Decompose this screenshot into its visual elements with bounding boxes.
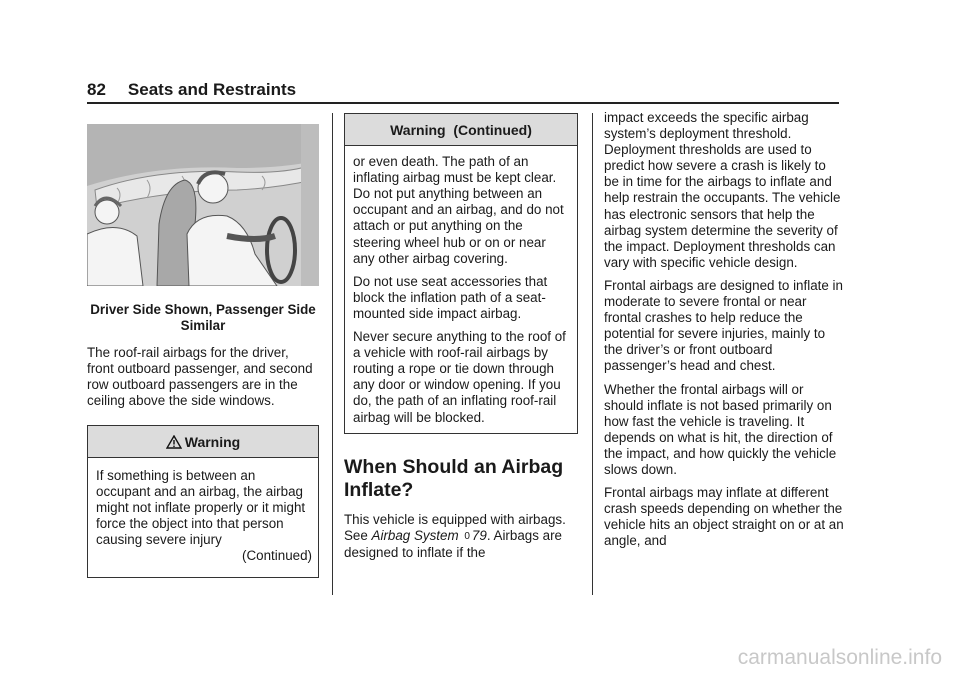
warning-box [87, 425, 319, 579]
body-paragraph [344, 512, 578, 561]
warning-continued-body [345, 146, 577, 433]
page-number: 82 [87, 80, 106, 99]
warning-text: If something is between an occupant and an airbag, the airbag might not inflate properly or it might force the object into that person causing severe injury [96, 467, 306, 548]
body-paragraph: The roof-rail airbags for the driver, front outboard passenger, and second row outboard passengers are in the ceiling above the side windows. [87, 345, 313, 409]
section-heading: When Should an Airbag Inflate? [344, 455, 564, 501]
body-paragraph: Frontal airbags are designed to inflate in moderate to severe frontal or near frontal crashes to help reduce the potential for severe injuries, mainly to the driver’s or front outboard passenger’s head and chest. [604, 277, 843, 374]
paragraph-text: This vehicle is equipped with airbags. See [344, 511, 566, 543]
warning-paragraph: or even death. The path of an inflating airbag must be kept clear. Do not put anything between an occupant and an airbag, and do not attach or put anything on the steering wheel hub or on or near any other airbag covering. [353, 154, 564, 266]
column-divider [332, 113, 333, 595]
watermark: carmanualsonline.info [737, 646, 942, 669]
continued-label: (Continued) [242, 548, 312, 564]
section-title: Seats and Restraints [127, 80, 297, 99]
warning-triangle-icon [166, 435, 182, 449]
figure-caption: Driver Side Shown, Passenger Side Similar [90, 302, 316, 334]
warning-paragraph: Never secure anything to the roof of a vehicle with roof-rail airbags by routing a rope or tie down through any door or window opening. If you do, the path of an inflating roof-rail airbag will be blocked. [353, 329, 566, 425]
airbag-system-link[interactable]: Airbag System [371, 527, 459, 543]
warning-body [88, 458, 318, 578]
warning-paragraph: Do not use seat accessories that block the inflation path of a seat-mounted side impact airbag. [353, 273, 548, 321]
warning-continued-header: Warning (Continued) [345, 114, 577, 146]
roof-rail-airbag-illustration [87, 124, 319, 286]
paragraph-text: . Airbags are designed to inflate if the [344, 527, 563, 560]
column-1 [87, 124, 319, 578]
warning-header [88, 426, 318, 458]
column-2 [344, 113, 578, 568]
page-reference[interactable]: 79 [471, 527, 487, 543]
column-3 [604, 110, 844, 556]
warning-title: Warning [184, 433, 241, 450]
column-divider [592, 113, 593, 595]
header-rule [87, 102, 839, 104]
body-paragraph: impact exceeds the specific airbag system’s deployment threshold. Deployment thresholds are used to predict how severe a crash is likely to be in time for the airbags to inflate and help restrain the occupants. The vehicle has electronic sensors that help the airbag system determine the severity of the impact. Deployment thresholds can vary with specific vehicle design. [604, 110, 841, 270]
body-paragraph: Whether the frontal airbags will or should inflate is not based primarily on how fast the vehicle is traveling. It depends on what is hit, the direction of the impact, and how quickly the vehicle slows down. [604, 381, 837, 477]
page-reference-icon: 0 [464, 530, 470, 542]
body-paragraph: Frontal airbags may inflate at different crash speeds depending on whether the vehicle hits an object straight on or at an angle, and [604, 485, 844, 549]
warning-continued-box [344, 113, 578, 434]
page-header [87, 80, 296, 100]
